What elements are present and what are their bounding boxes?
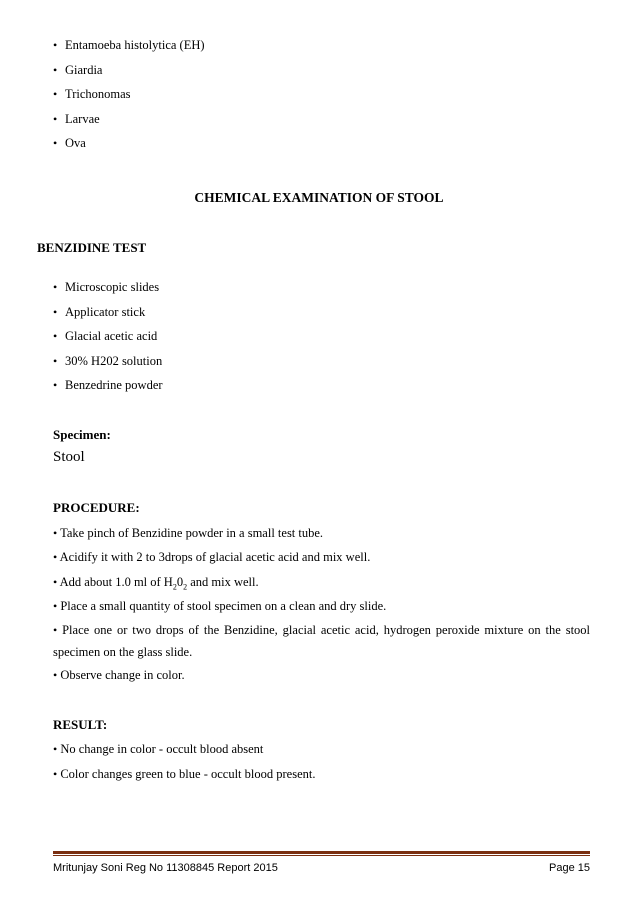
procedure-heading: PROCEDURE:	[53, 500, 140, 515]
footer-rule-thick	[53, 851, 590, 854]
bullet-icon: •	[53, 767, 58, 781]
bullet-icon: •	[53, 87, 58, 101]
bullet-icon: •	[53, 280, 58, 294]
bullet-icon: •	[53, 668, 58, 682]
bullet-icon: •	[53, 742, 58, 756]
result-item: • No change in color - occult blood absent	[53, 742, 264, 756]
bullet-icon: •	[53, 111, 58, 126]
footer-rule-thin	[53, 855, 590, 856]
bullet-icon: •	[53, 599, 58, 613]
list-item: • Ova	[53, 136, 86, 150]
test-heading: BENZIDINE TEST	[37, 240, 147, 255]
footer-left: Mritunjay Soni Reg No 11308845 Report 2015	[53, 862, 278, 874]
list-item: • Microscopic slides	[53, 280, 160, 294]
bullet-icon: •	[53, 550, 58, 564]
bullet-icon: •	[53, 329, 58, 343]
bullet-icon: •	[53, 623, 58, 637]
procedure-step: • Acidify it with 2 to 3drops of glacial acetic acid and mix well.	[53, 550, 371, 564]
list-item: • Applicator stick	[53, 304, 146, 319]
bullet-icon: •	[53, 38, 58, 52]
procedure-step: • Take pinch of Benzidine powder in a small test tube.	[53, 526, 324, 540]
list-item: • Entamoeba histolytica (EH)	[53, 38, 205, 52]
list-item: • Trichonomas	[53, 87, 131, 101]
result-item: • Color changes green to blue - occult blood present.	[53, 767, 316, 781]
procedure-step: • Place one or two drops of the Benzidine, glacial acetic acid, hydrogen peroxide mixture on the stool	[53, 623, 591, 637]
bullet-icon: •	[53, 378, 58, 392]
procedure-step: • Observe change in color.	[53, 668, 185, 682]
materials-list	[53, 280, 163, 403]
list-item: • 30% H202 solution	[53, 353, 163, 368]
list-item: • Giardia	[53, 62, 103, 77]
list-item: • Larvae	[53, 111, 100, 126]
specimen-label: Specimen:	[53, 427, 111, 442]
procedure-step: • Place a small quantity of stool specimen on a clean and dry slide.	[53, 599, 387, 613]
page-number: Page 15	[549, 862, 590, 874]
bullet-icon: •	[53, 353, 58, 368]
bullet-icon: •	[53, 304, 58, 319]
result-heading: RESULT:	[53, 717, 108, 732]
organism-list	[53, 38, 205, 161]
procedure-step: • Add about 1.0 ml of $H_20_2$ and mix well.	[53, 575, 259, 592]
list-item: • Glacial acetic acid	[53, 329, 158, 343]
bullet-icon: •	[53, 575, 58, 589]
bullet-icon: •	[53, 526, 58, 540]
section-title: CHEMICAL EXAMINATION OF STOOL	[194, 190, 444, 205]
bullet-icon: •	[53, 62, 58, 77]
procedure-step-continuation: specimen on the glass slide.	[53, 645, 193, 659]
list-item: • Benzedrine powder	[53, 378, 163, 392]
specimen-value: Stool	[53, 449, 85, 465]
bullet-icon: •	[53, 136, 58, 150]
